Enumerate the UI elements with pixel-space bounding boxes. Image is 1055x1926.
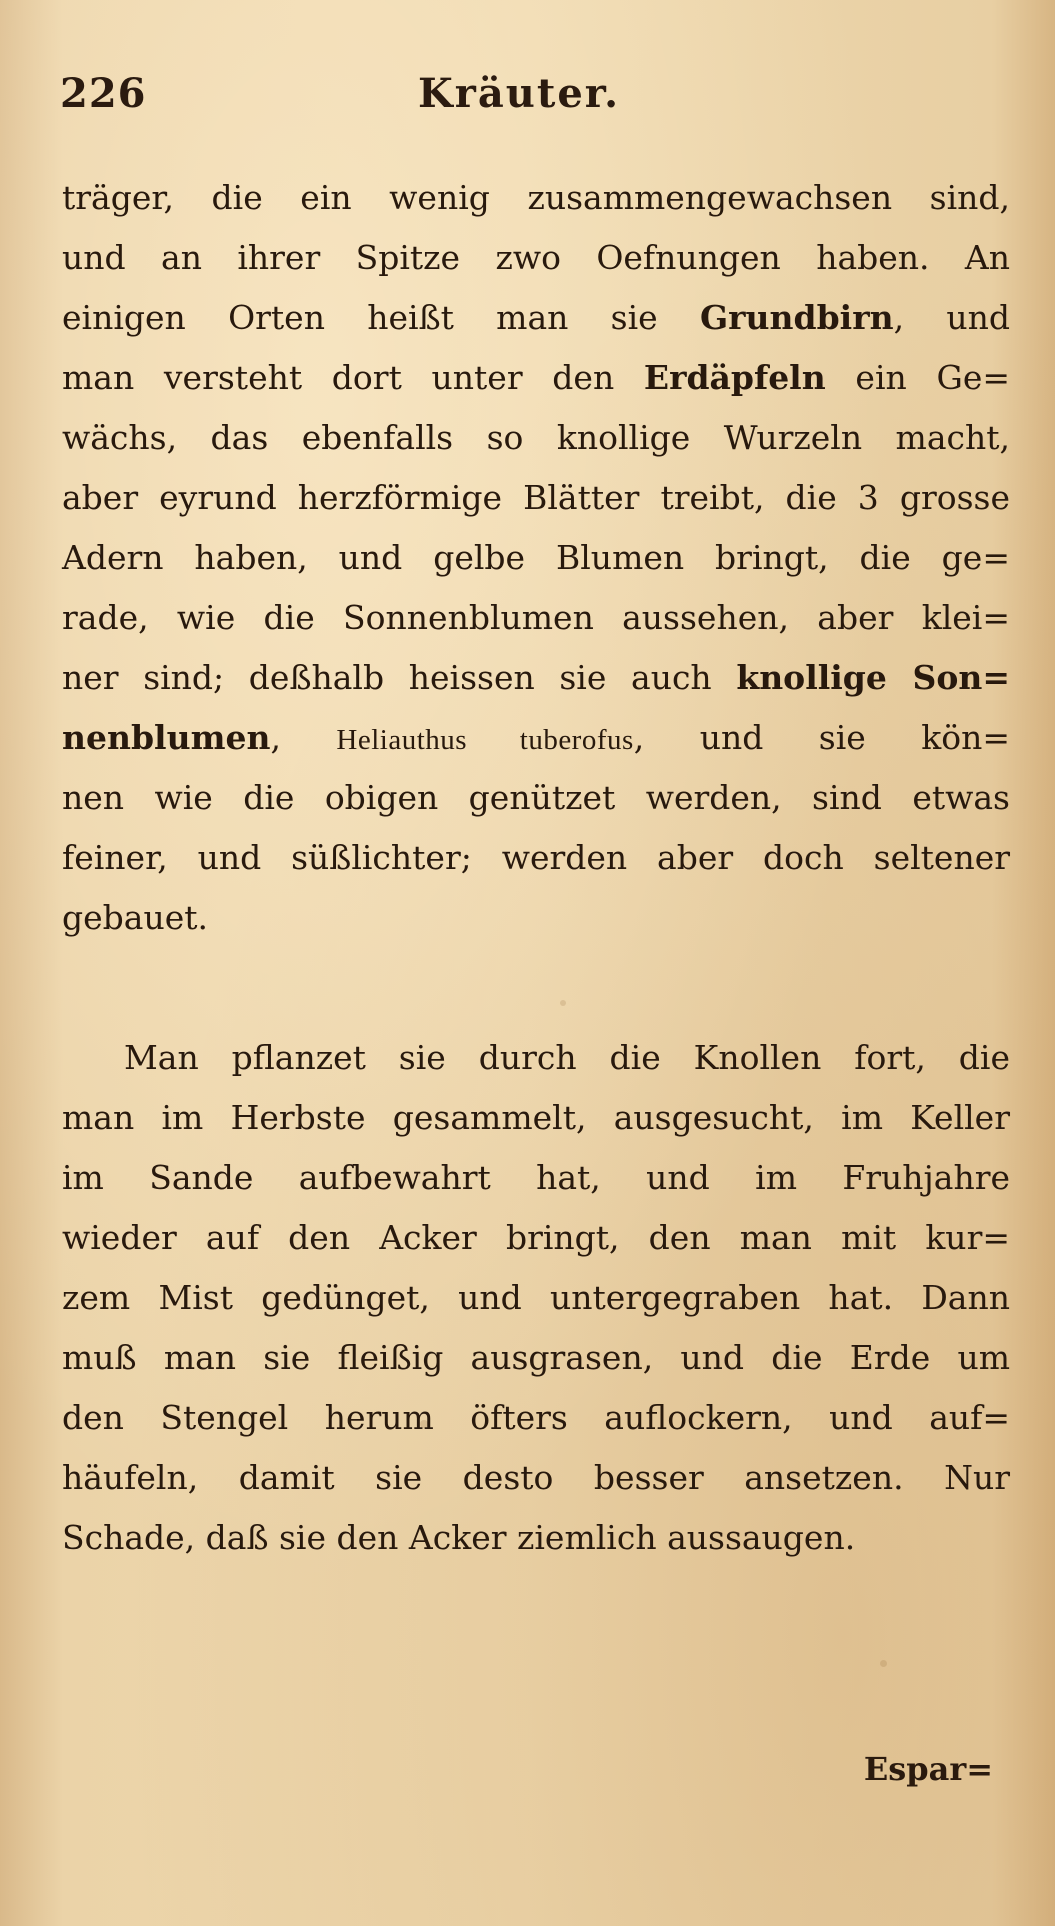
- text-line: [62, 288, 1010, 348]
- text-segment: , und: [893, 298, 1010, 337]
- text-segment: , und sie kön=: [633, 718, 1010, 757]
- text-line: rade, wie die Sonnenblumen aussehen, aber klei=: [62, 598, 1010, 637]
- text-line: und an ihrer Spitze zwo Oefnungen haben. An: [62, 238, 1010, 277]
- text-line: aber eyrund herzförmige Blätter treibt, die 3 grosse: [62, 478, 1010, 517]
- text-line: im Sande aufbewahrt hat, und im Fruhjahre: [62, 1158, 1010, 1197]
- text-line: [62, 648, 1010, 708]
- text-line: muß man sie fleißig ausgrasen, und die Erde um: [62, 1338, 1010, 1377]
- text-segment: einigen Orten heißt man sie: [62, 298, 658, 337]
- text-line: wächs, das ebenfalls so knollige Wurzeln macht,: [62, 418, 1010, 457]
- text-line: Adern haben, und gelbe Blumen bringt, die ge=: [62, 538, 1010, 577]
- text-line: nenblumen, Heliauthus tuberofus, und sie kön=: [62, 718, 1010, 757]
- text-line: Man pflanzet sie durch die Knollen fort, die: [124, 1038, 1010, 1077]
- text-line: wieder auf den Acker bringt, den man mit kur=: [62, 1218, 1010, 1257]
- text-line: häufeln, damit sie desto besser ansetzen. Nur: [62, 1458, 1010, 1497]
- text-line: [62, 348, 1010, 408]
- text-line: feiner, und süßlichter; werden aber doch seltener: [62, 838, 1010, 877]
- text-segment: ner sind; deßhalb heissen sie auch: [62, 658, 712, 697]
- text-segment: ein Ge=: [825, 358, 1010, 397]
- latin-name: Heliauthus tuberofus: [336, 724, 634, 756]
- text-line: den Stengel herum öfters auflockern, und auf=: [62, 1398, 1010, 1437]
- catchword: Espar=: [863, 1750, 993, 1788]
- text-line: Schade, daß sie den Acker ziemlich aussaugen.: [62, 1518, 856, 1557]
- text-line: nen wie die obigen genützet werden, sind etwas: [62, 778, 1010, 817]
- paragraph-2: [62, 1028, 1010, 1568]
- term-erdaepfeln: Erdäpfeln: [643, 358, 826, 397]
- running-head: Kräuter.: [418, 70, 621, 117]
- text-line: gebauet.: [62, 898, 208, 937]
- term-grundbirn: Grundbirn: [699, 298, 894, 337]
- term-sonnenblumen-continued: nenblumen: [62, 718, 271, 757]
- page-header: [56, 62, 999, 122]
- text-segment: man versteht dort unter den: [62, 358, 615, 397]
- text-line: man im Herbste gesammelt, ausgesucht, im Keller: [62, 1098, 1010, 1137]
- paragraph-1: [62, 168, 1010, 948]
- term-knollige-sonnenblumen: knollige Son=: [736, 658, 1010, 697]
- text-line: träger, die ein wenig zusammengewachsen sind,: [62, 178, 1010, 217]
- page-number: 226: [60, 70, 147, 117]
- paper-stain: [560, 1000, 566, 1006]
- text-line: zem Mist gedünget, und untergegraben hat. Dann: [62, 1278, 1010, 1317]
- paper-stain: [880, 1660, 887, 1667]
